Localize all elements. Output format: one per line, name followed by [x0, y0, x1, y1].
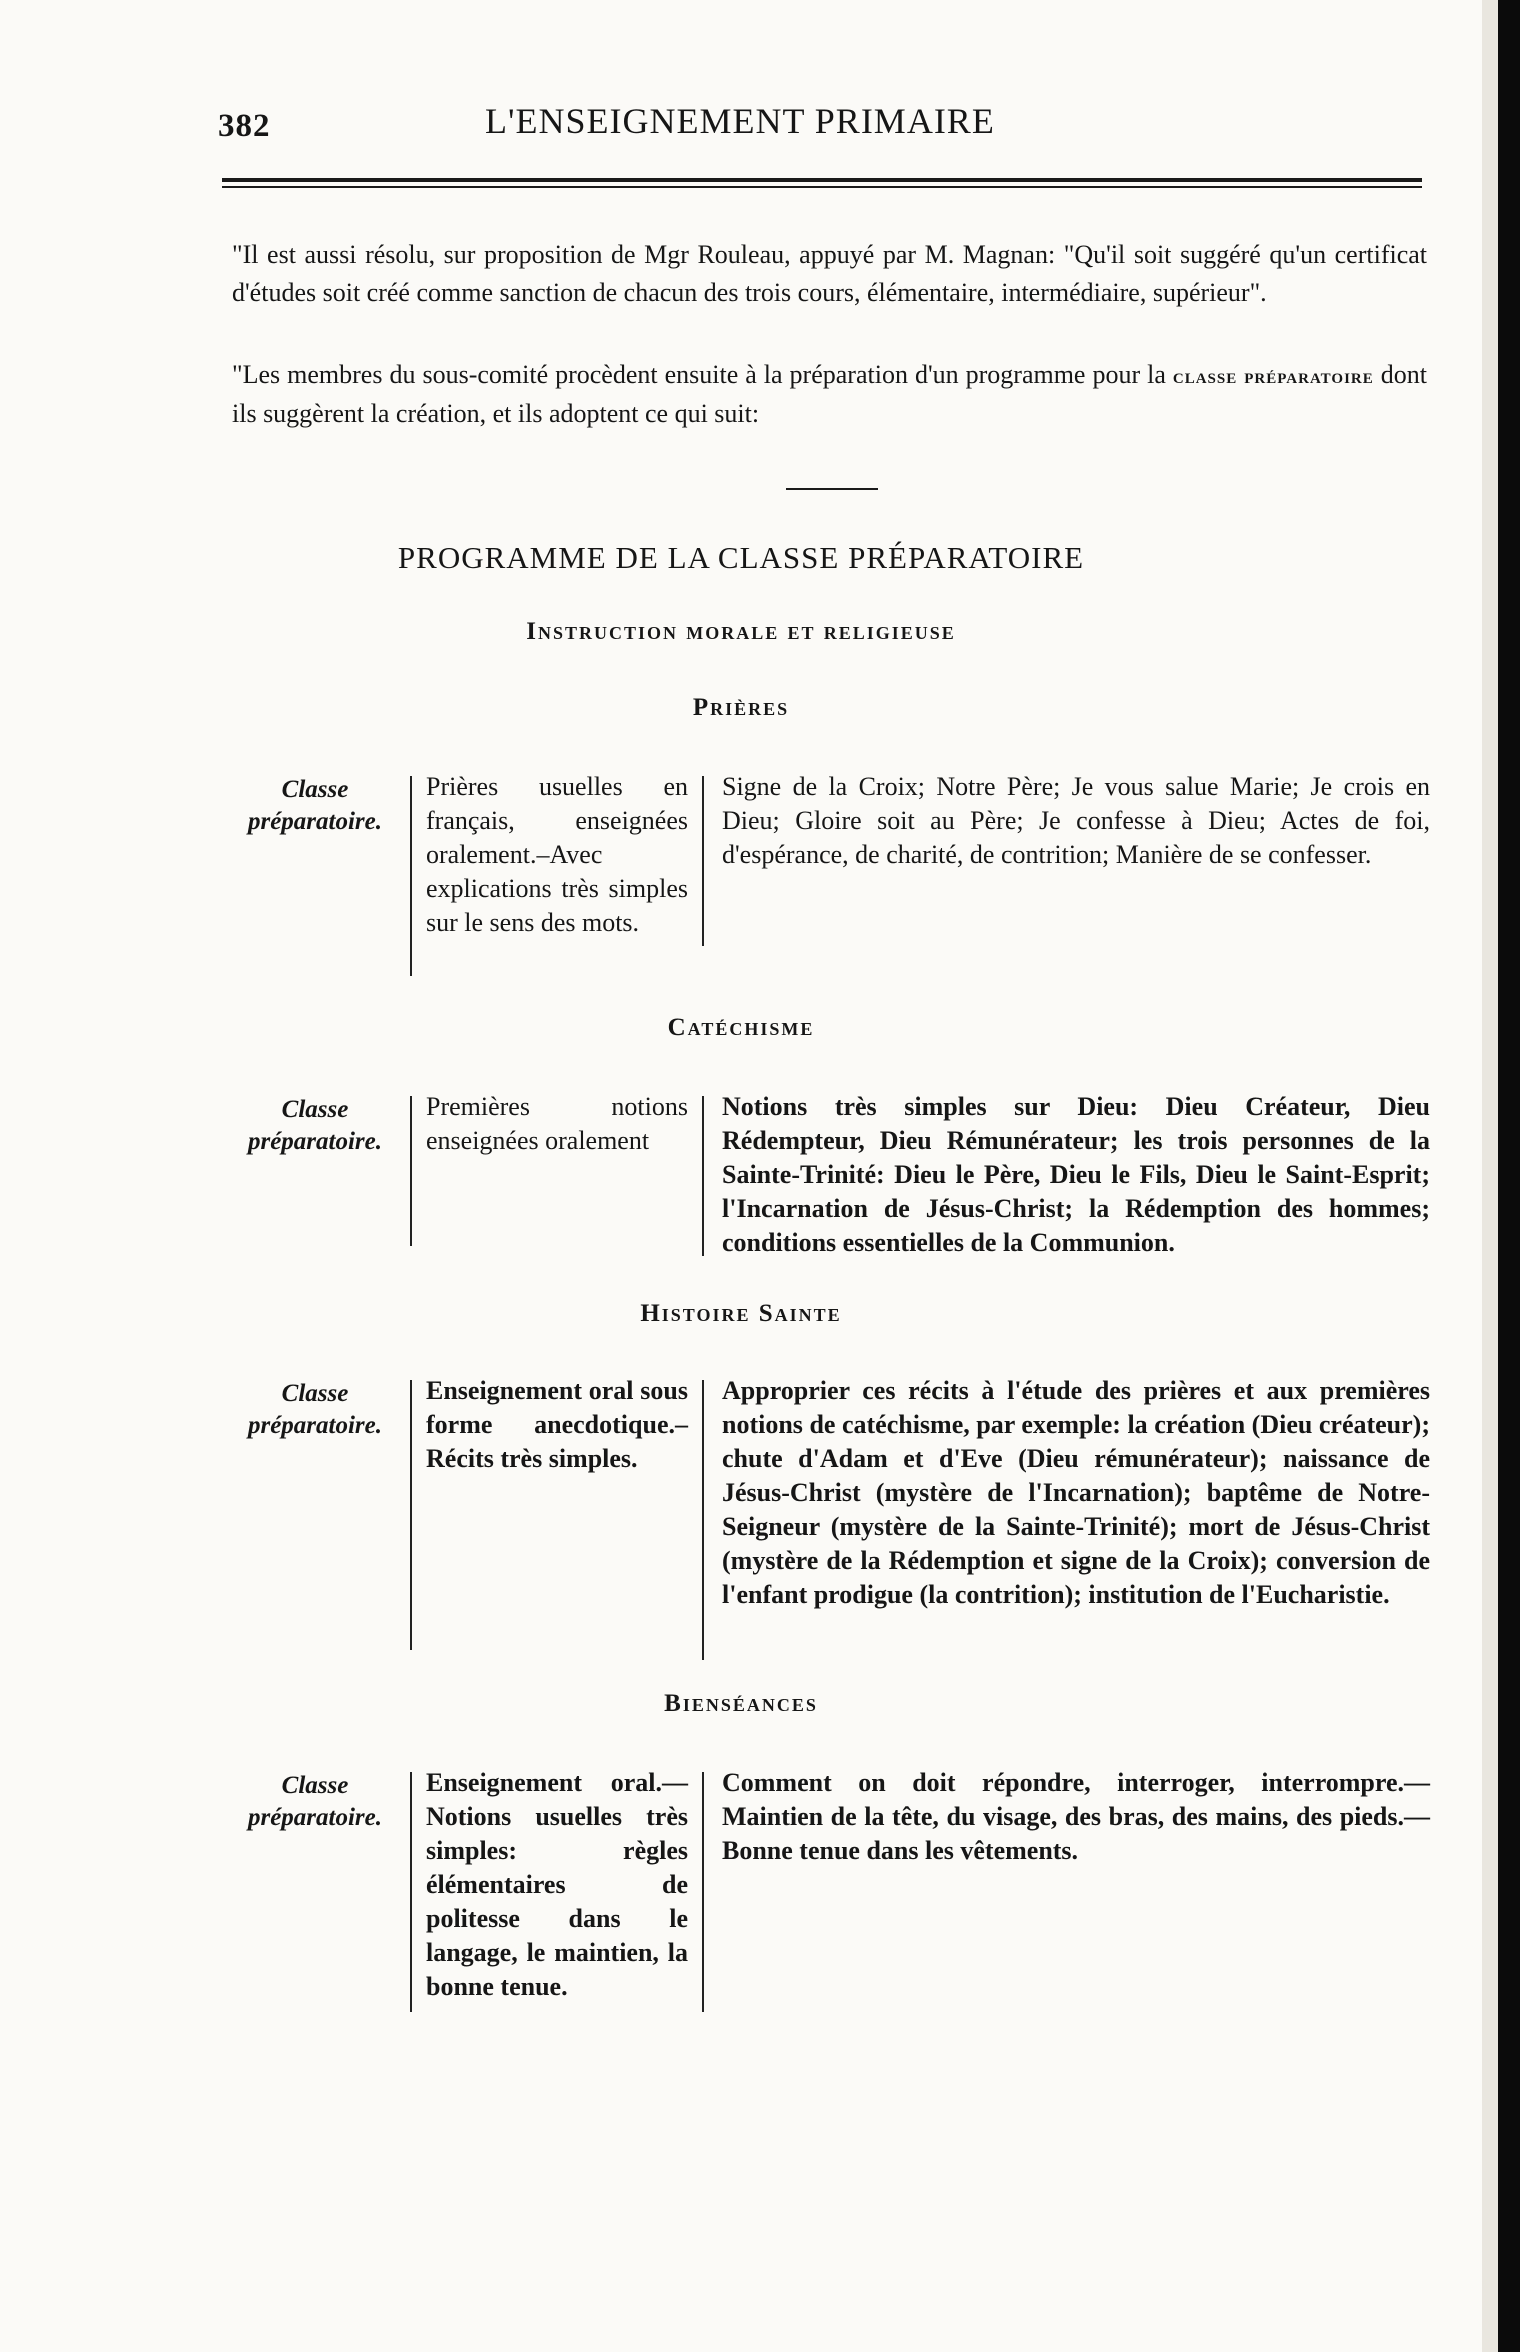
column-divider-right — [702, 1772, 704, 2012]
content-text: Signe de la Croix; Notre Père; Je vous salue Marie; Je crois en Dieu; Gloire soit au Père; Je confesse à Dieu; Actes de foi, d'espérance, de charité, de contrition; Manière de se confesser. — [722, 772, 1430, 869]
column-divider-left — [410, 1380, 412, 1650]
intro-paragraph-1: "Il est aussi résolu, sur proposition de Mgr Rouleau, appuyé par M. Magnan: "Qu'il soit suggéré qu'un certificat d'études soit créé comme sanction de chacun des trois cours, élémentaire, intermédiaire, supérieur". — [232, 240, 1427, 307]
method-text: Enseignement oral sous forme anecdotique.–Récits très simples. — [426, 1376, 688, 1473]
section-separator — [786, 488, 878, 490]
column-divider-left — [410, 1772, 412, 2012]
content-text: Comment on doit répondre, interroger, interrompre.—Maintien de la tête, du visage, des bras, des mains, des pieds.—Bonne tenue dans les vêtements. — [722, 1768, 1430, 1865]
program-title: PROGRAMME DE LA CLASSE PRÉPARATOIRE — [397, 540, 1085, 575]
program-subtitle: Instruction morale et religieuse — [526, 618, 956, 645]
method-text: Enseignement oral.—Notions usuelles très simples: règles élémentaires de politesse dans le langage, le maintien, la bonne tenue. — [426, 1768, 688, 2001]
section-row-catechisme — [0, 1090, 1482, 1260]
section-row-prieres — [0, 770, 1482, 980]
class-label: Classe préparatoire. — [247, 1772, 383, 1831]
page-edge — [1482, 0, 1498, 2352]
column-divider-left — [410, 1096, 412, 1246]
header-rule-thick — [222, 178, 1422, 182]
column-divider-right — [702, 1096, 704, 1256]
class-label: Classe préparatoire. — [247, 1096, 383, 1155]
section-heading-prieres: Prières — [692, 694, 790, 721]
section-heading-histoire-sainte: Histoire Sainte — [640, 1300, 842, 1327]
section-heading-catechisme: Catéchisme — [667, 1014, 815, 1041]
method-text: Prières usuelles en français, enseignées oralement.–Avec explications très simples sur le sens des mots. — [426, 772, 688, 937]
header-rule-thin — [222, 186, 1422, 188]
intro-paragraph-2-end: dont ils suggèrent la création, et ils adoptent ce qui suit: — [232, 360, 1427, 428]
intro-smallcaps: classe préparatoire — [1172, 363, 1374, 388]
page-number: 382 — [218, 108, 271, 144]
intro-paragraph-2-start: "Les membres du sous-comité procèdent ensuite à la préparation d'un programme pour la — [232, 360, 1166, 389]
intro-paragraph-2 — [232, 356, 1427, 433]
column-divider-left — [410, 776, 412, 976]
method-text: Premières notions enseignées oralement — [426, 1092, 688, 1155]
section-row-bienseances — [0, 1766, 1482, 2016]
content-text: Notions très simples sur Dieu: Dieu Créateur, Dieu Rédempteur, Dieu Rémunérateur; les trois personnes de la Sainte-Trinité: Dieu le Père, Dieu le Fils, Dieu le Saint-Esprit; l'Incarnation de Jésus-Christ; la Rédemption des hommes; conditions essentielles de la Communion. — [722, 1092, 1430, 1257]
class-label: Classe préparatoire. — [247, 776, 383, 835]
content-text: Approprier ces récits à l'étude des prières et aux premières notions de catéchisme, par exemple: la création (Dieu créateur); chute d'Adam et d'Eve (Dieu rémunérateur); naissance de Jésus-Christ (mystère de l'Incarnation); baptême de Notre-Seigneur (mystère de la Sainte-Trinité); mort de Jésus-Christ (mystère de la Rédemption et signe de la Croix); conversion de l'enfant prodigue (la contrition); institution de l'Eucharistie. — [722, 1376, 1430, 1609]
section-row-histoire-sainte — [0, 1374, 1482, 1664]
running-title: L'ENSEIGNEMENT PRIMAIRE — [485, 101, 995, 141]
column-divider-right — [702, 1380, 704, 1660]
column-divider-right — [702, 776, 704, 946]
section-heading-bienseances: Bienséances — [664, 1690, 818, 1717]
class-label: Classe préparatoire. — [247, 1380, 383, 1439]
